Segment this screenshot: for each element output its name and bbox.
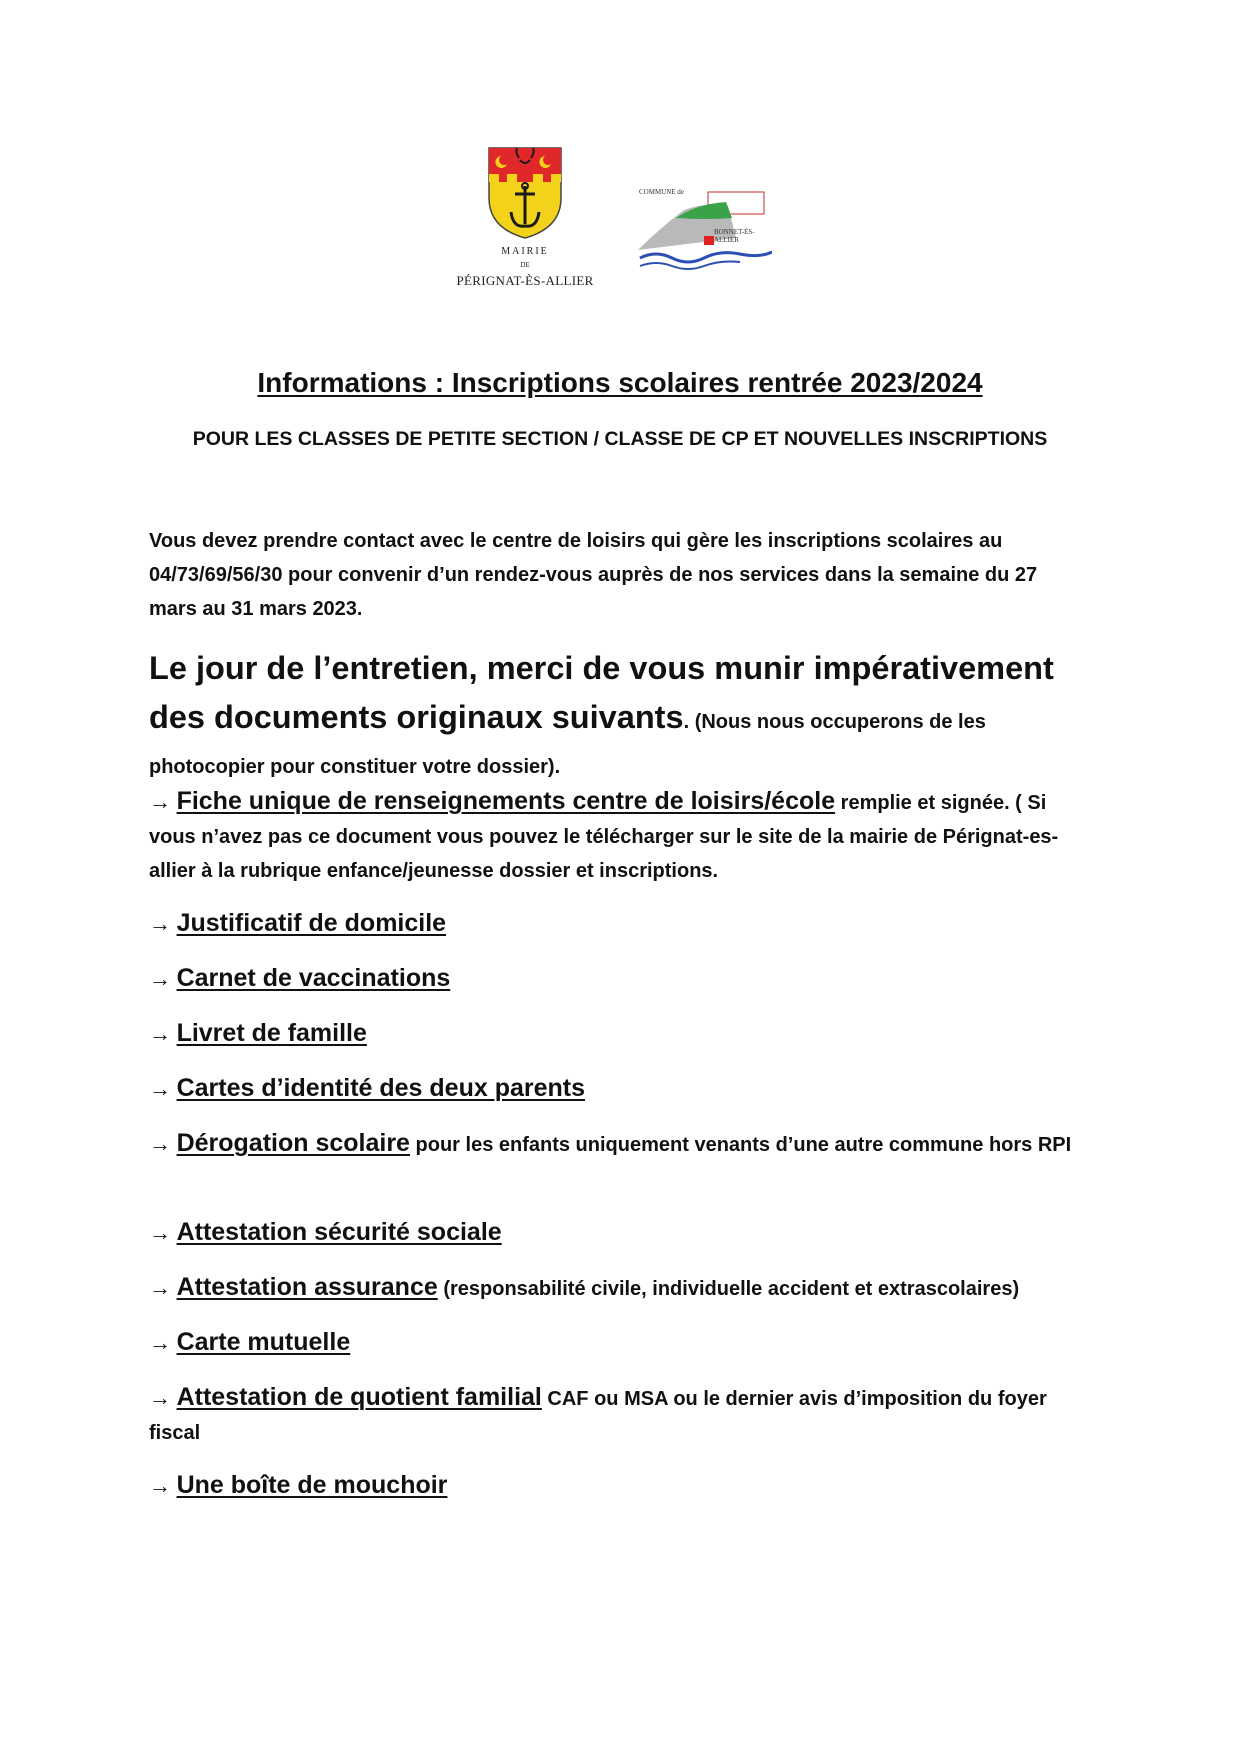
list-item <box>149 1126 1084 1162</box>
item-detail: remplie et signée. ( Si vous n’avez pas ce document vous pouvez le télécharger sur le site de la mairie de Pérignat-es-allier à la rubrique enfance/jeunesse dossier et inscriptions. <box>149 792 1059 882</box>
documents-notice <box>149 644 1084 783</box>
arrow-right-icon: → <box>149 1330 171 1355</box>
list-item <box>149 784 1084 888</box>
item-label: Livret de famille <box>176 1019 367 1047</box>
item-label: Justificatif de domicile <box>176 909 447 937</box>
item-label: Carte mutuelle <box>176 1328 351 1356</box>
list-item <box>149 1270 1084 1306</box>
arrow-right-icon: → <box>149 1131 171 1156</box>
item-detail: (responsabilité civile, individuelle accident et extrascolaires) <box>437 1278 1020 1300</box>
page-subtitle: POUR LES CLASSES DE PETITE SECTION / CLASSE DE CP ET NOUVELLES INSCRIPTIONS <box>192 428 1048 450</box>
item-label: Une boîte de mouchoir <box>176 1471 448 1499</box>
list-item <box>149 961 1084 997</box>
item-label: Dérogation scolaire <box>176 1129 410 1157</box>
commune-logo <box>636 188 772 270</box>
intro-paragraph: Vous devez prendre contact avec le centre de loisirs qui gère les inscriptions scolaires au 04/73/69/56/30 pour convenir d’un rendez-vous auprès de nos services dans la semaine du 27 mars au 31 mars 2023. <box>149 530 1038 620</box>
arrow-right-icon: → <box>149 789 171 814</box>
documents-notice-note-end: photocopier pour constituer votre dossier). <box>149 756 561 778</box>
arrow-right-icon: → <box>149 1275 171 1300</box>
item-detail: pour les enfants uniquement venants d’une autre commune hors RPI <box>409 1134 1072 1156</box>
arrow-right-icon: → <box>149 1076 171 1101</box>
arrow-right-icon: → <box>149 1220 171 1245</box>
list-item <box>149 1468 1084 1504</box>
item-label: Fiche unique de renseignements centre de loisirs/école <box>176 787 836 815</box>
coat-of-arms-logo <box>487 146 563 240</box>
list-item <box>149 906 1084 942</box>
mairie-caption <box>440 246 610 289</box>
arrow-right-icon: → <box>149 911 171 936</box>
item-label: Cartes d’identité des deux parents <box>176 1074 586 1102</box>
town-name: PÉRIGNAT-ÈS-ALLIER <box>456 273 594 288</box>
page-title: Informations : Inscriptions scolaires rentrée 2023/2024 <box>257 367 983 398</box>
arrow-right-icon: → <box>149 966 171 991</box>
mairie-label: MAIRIE <box>501 246 549 257</box>
documents-notice-note: . (Nous nous occuperons de les <box>683 711 986 733</box>
list-item <box>149 1215 1084 1251</box>
arrow-right-icon: → <box>149 1021 171 1046</box>
item-label: Attestation assurance <box>176 1273 438 1301</box>
commune-logo-text-name: BONNET-ÈS-ALLIER <box>714 228 755 244</box>
item-label: Attestation sécurité sociale <box>176 1218 502 1246</box>
mairie-de-label: DE <box>520 261 530 269</box>
list-item <box>149 1380 1084 1450</box>
arrow-right-icon: → <box>149 1385 171 1410</box>
commune-logo-text-top: COMMUNE de <box>639 188 684 196</box>
list-item <box>149 1016 1084 1052</box>
list-item <box>149 1071 1084 1107</box>
list-item <box>149 1325 1084 1361</box>
item-label: Attestation de quotient familial <box>176 1383 542 1411</box>
item-detail: CAF ou MSA ou le dernier avis d’imposition du foyer fiscal <box>149 1388 1047 1444</box>
arrow-right-icon: → <box>149 1473 171 1498</box>
documents-notice-main: Le jour de l’entretien, merci de vous munir impérativement des documents originaux suivants <box>149 650 1054 735</box>
item-label: Carnet de vaccinations <box>176 964 451 992</box>
